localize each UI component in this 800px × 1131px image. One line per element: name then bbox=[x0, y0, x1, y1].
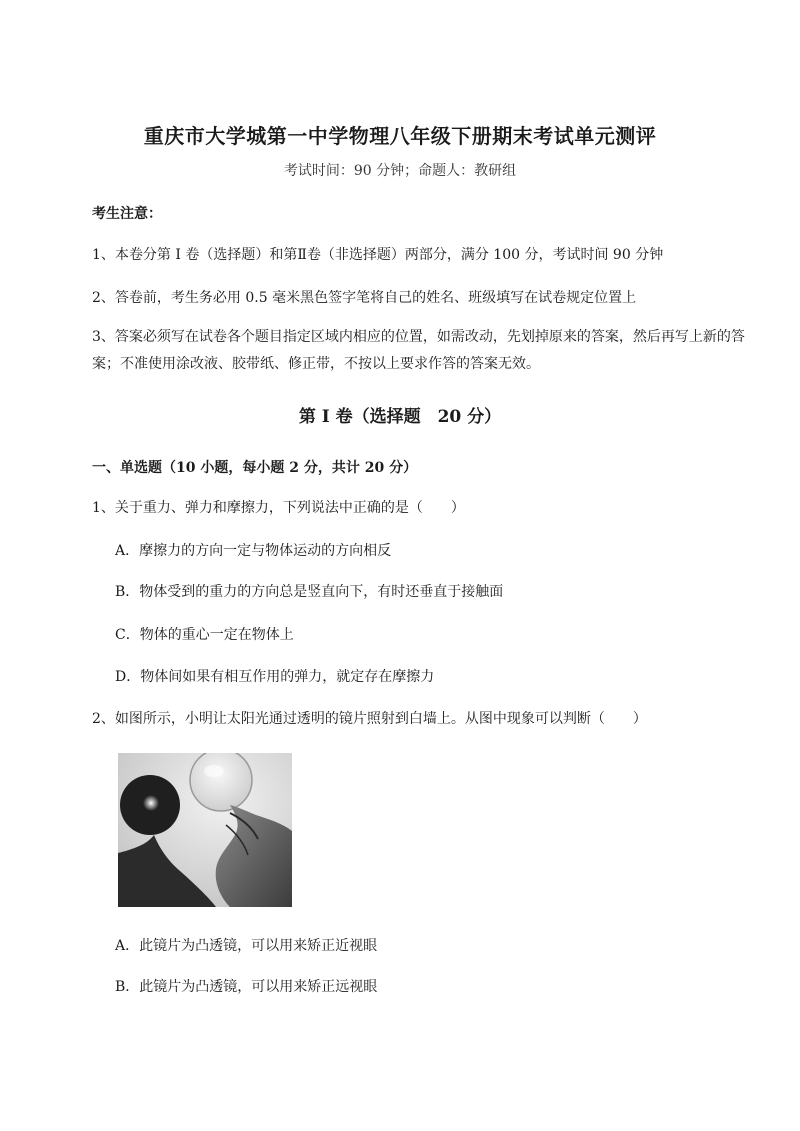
notes-heading: 考生注意： bbox=[92, 206, 162, 222]
question-2-option-b: B．此镜片为凸透镜，可以用来矫正远视眼 bbox=[115, 979, 378, 995]
part-heading: 一、单选题（10 小题，每小题 2 分，共计 20 分） bbox=[92, 460, 418, 476]
question-2-stem: 2、如图所示，小明让太阳光通过透明的镜片照射到白墙上。从图中现象可以判断（ ） bbox=[92, 711, 647, 727]
note-item-2: 2、答卷前，考生务必用 0.5 毫米黑色签字笔将自己的姓名、班级填写在试卷规定位置上 bbox=[92, 290, 637, 306]
question-1-option-c: C．物体的重心一定在物体上 bbox=[115, 627, 294, 643]
question-1-option-a: A．摩擦力的方向一定与物体运动的方向相反 bbox=[115, 543, 392, 559]
page-title: 重庆市大学城第一中学物理八年级下册期末考试单元测评 bbox=[143, 124, 657, 148]
lens-photo bbox=[118, 753, 292, 907]
lens-photo-drawing bbox=[118, 753, 292, 907]
question-1-option-d: D．物体间如果有相互作用的弹力，就定存在摩擦力 bbox=[115, 669, 435, 685]
exam-info: 考试时间：90 分钟；命题人：教研组 bbox=[283, 163, 517, 179]
note-item-1: 1、本卷分第 I 卷（选择题）和第Ⅱ卷（非选择题）两部分，满分 100 分，考试时间 90 分钟 bbox=[92, 247, 664, 263]
question-1-stem: 1、关于重力、弹力和摩擦力，下列说法中正确的是（ ） bbox=[92, 500, 465, 516]
question-1-option-b: B．物体受到的重力的方向总是竖直向下，有时还垂直于接触面 bbox=[115, 584, 504, 600]
section-title: 第 I 卷（选择题 20 分） bbox=[298, 407, 502, 427]
question-2-option-a: A．此镜片为凸透镜，可以用来矫正近视眼 bbox=[115, 938, 378, 954]
note-item-3: 3、答案必须写在试卷各个题目指定区域内相应的位置，如需改动，先划掉原来的答案，然后再写上新的答案；不准使用涂改液、胶带纸、修正带，不按以上要求作答的答案无效。 bbox=[92, 329, 745, 372]
